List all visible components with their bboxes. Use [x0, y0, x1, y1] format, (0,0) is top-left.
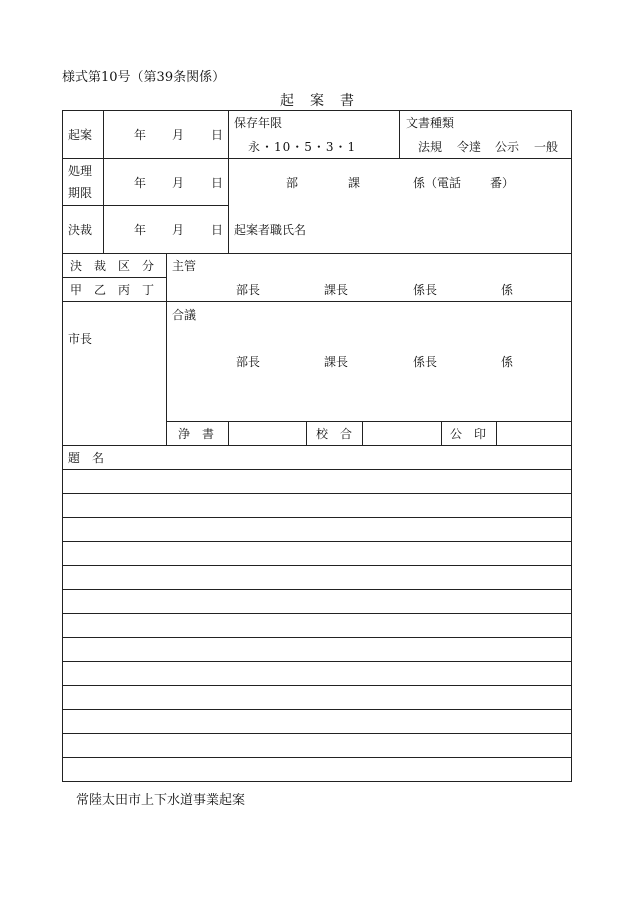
- kian-day: 日: [211, 128, 224, 142]
- shori-label-1: 処理: [68, 164, 93, 178]
- subject-rule: [62, 685, 572, 686]
- proofread-label: 校 合: [316, 427, 353, 441]
- doc-type-label: 文書種類: [406, 116, 455, 130]
- rule: [362, 421, 363, 445]
- dept-ban: 番）: [490, 176, 515, 190]
- doc-type-houki: 法規: [418, 140, 443, 154]
- kessai-month: 月: [172, 223, 185, 237]
- main-bucho: 部長: [236, 283, 261, 297]
- main-kakaricho: 係長: [413, 283, 438, 297]
- approval-grades: 甲 乙 丙 丁: [70, 283, 155, 297]
- subject-rule: [62, 661, 572, 662]
- rule: [306, 421, 307, 445]
- main-kacho: 課長: [324, 283, 349, 297]
- fair-copy-label: 浄 書: [178, 427, 215, 441]
- rule: [166, 421, 572, 422]
- doc-type-ippan: 一般: [534, 140, 559, 154]
- rule: [228, 421, 229, 445]
- subject-rule: [62, 541, 572, 542]
- rule: [62, 301, 572, 302]
- official-seal-label: 公 印: [450, 427, 487, 441]
- subject-rule: [62, 733, 572, 734]
- consult-bucho: 部長: [236, 355, 261, 369]
- approval-category-label: 決 裁 区 分: [70, 259, 155, 273]
- shori-label-2: 期限: [68, 186, 93, 200]
- shori-day: 日: [211, 176, 224, 190]
- kessai-label: 決裁: [68, 223, 93, 237]
- form-number: 様式第10号（第39条関係）: [62, 70, 226, 85]
- shori-year: 年: [134, 176, 147, 190]
- kian-year: 年: [134, 128, 147, 142]
- kian-label: 起案: [68, 128, 93, 142]
- drafter-label: 起案者職氏名: [234, 223, 307, 237]
- doc-type-koji: 公示: [495, 140, 520, 154]
- dept-bu: 部: [286, 176, 299, 190]
- retention-label: 保存年限: [234, 116, 283, 130]
- rule: [103, 110, 104, 253]
- subject-rule: [62, 565, 572, 566]
- kessai-day: 日: [211, 223, 224, 237]
- rule: [166, 253, 167, 445]
- rule: [62, 205, 228, 206]
- kian-month: 月: [172, 128, 185, 142]
- subject-rule: [62, 469, 572, 470]
- shori-month: 月: [172, 176, 185, 190]
- consult-kacho: 課長: [324, 355, 349, 369]
- rule: [62, 277, 166, 278]
- subject-rule: [62, 589, 572, 590]
- rule: [62, 445, 572, 446]
- rule: [62, 253, 572, 254]
- subject-rule: [62, 709, 572, 710]
- rule: [228, 110, 229, 253]
- consult-kakari: 係: [501, 355, 514, 369]
- rule: [399, 110, 400, 158]
- retention-values: 永・10・5・3・1: [248, 140, 357, 154]
- subject-rule: [62, 757, 572, 758]
- consult-label: 合議: [172, 308, 197, 322]
- kian-form-frame: [62, 110, 572, 782]
- rule: [496, 421, 497, 445]
- doc-type-reitatsu: 令達: [457, 140, 482, 154]
- subject-rule: [62, 637, 572, 638]
- kessai-year: 年: [134, 223, 147, 237]
- main-label: 主管: [172, 259, 197, 273]
- document-title: 起 案 書: [280, 93, 355, 109]
- dept-kakari-tel: 係（電話: [413, 176, 462, 190]
- rule: [228, 158, 572, 159]
- subject-rule: [62, 517, 572, 518]
- mayor-label: 市長: [68, 332, 93, 346]
- main-kakari: 係: [501, 283, 514, 297]
- dept-ka: 課: [348, 176, 361, 190]
- subject-rule: [62, 613, 572, 614]
- consult-kakaricho: 係長: [413, 355, 438, 369]
- rule: [441, 421, 442, 445]
- subject-rule: [62, 493, 572, 494]
- subject-label: 題 名: [68, 451, 105, 465]
- rule: [62, 158, 228, 159]
- organization-name: 常陸太田市上下水道事業起案: [76, 793, 246, 808]
